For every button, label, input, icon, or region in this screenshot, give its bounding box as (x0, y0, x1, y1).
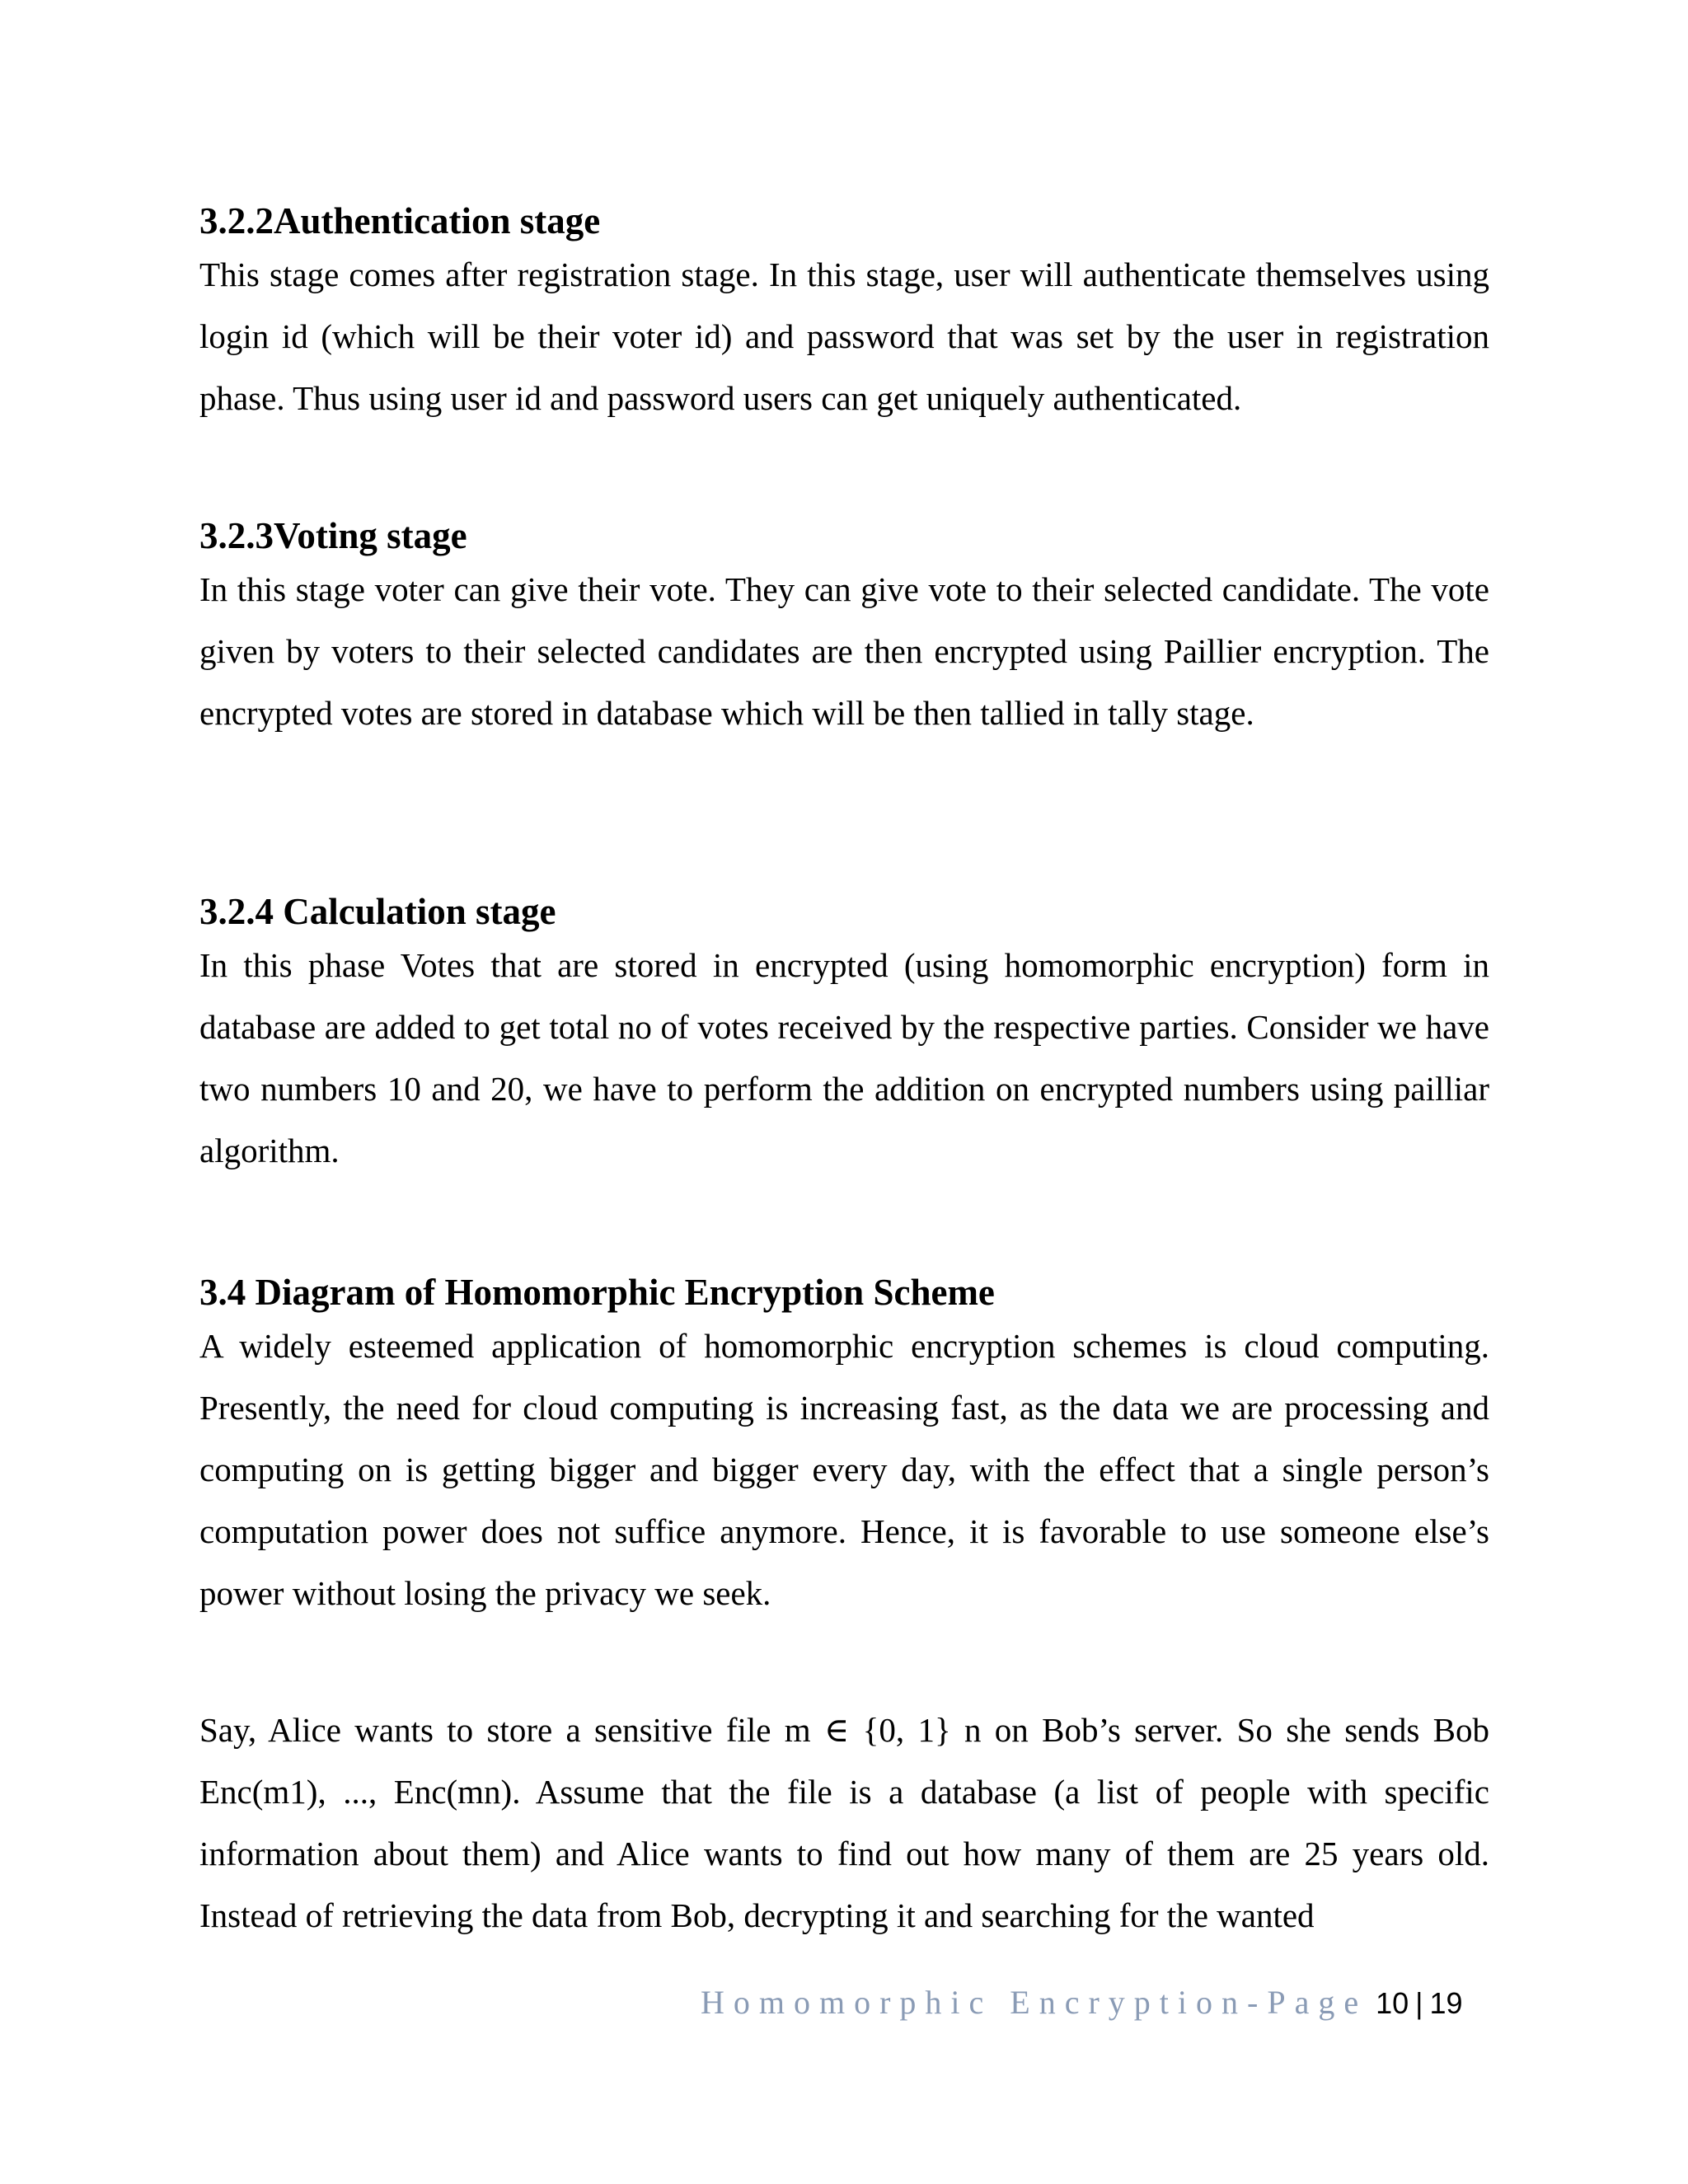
footer-page-number: 10 (1376, 1986, 1409, 2020)
section-calculation-stage (199, 888, 1489, 1182)
section-paragraph: A widely esteemed application of homomorphic encryption schemes is cloud computing. Presently, the need for cloud computing is increasing fast, as the data we are processing and computing on is getting bigger and bigger every day, with the effect that a single person’s computation power does not suffice anymore. Hence, it is favorable to use someone else’s power without losing the privacy we seek. (199, 1327, 1489, 1612)
section-paragraph: In this stage voter can give their vote. They can give vote to their selected candidate. The vote given by voters to their selected candidates are then encrypted using Paillier encryption. The encrypted votes are stored in database which will be then tallied in tally stage. (199, 570, 1489, 732)
footer-label: Homomorphic Encryption-Page (701, 1984, 1368, 2021)
section-authentication-stage (199, 198, 1489, 429)
section-paragraph: In this phase Votes that are stored in encrypted (using homomorphic encryption) form in database are added to get total no of votes received by the respective parties. Consider we have two numbers 10 and 20, we have to perform the addition on encrypted numbers using pailliar algorithm. (199, 946, 1489, 1169)
section-paragraph: This stage comes after registration stage. In this stage, user will authenticate themselves using login id (which will be their voter id) and password that was set by the user in registration phase. Thus using user id and password users can get uniquely authenticated. (199, 255, 1489, 417)
section-heading: 3.2.2Authentication stage (199, 200, 601, 241)
section-heading: 3.4 Diagram of Homomorphic Encryption Scheme (199, 1272, 995, 1313)
footer-total-pages: 19 (1429, 1986, 1463, 2020)
section-heading: 3.2.3Voting stage (199, 515, 467, 556)
section-heading: 3.2.4 Calculation stage (199, 891, 556, 932)
section-voting-stage (199, 513, 1489, 744)
footer-separator: | (1415, 1986, 1423, 2020)
section-diagram-homomorphic (199, 1269, 1489, 1624)
page-footer (701, 1981, 1492, 2025)
section-paragraph-alice-example: Say, Alice wants to store a sensitive file m ∈ {0, 1} n on Bob’s server. So she sends Bob Enc(m1), ..., Enc(mn). Assume that the file is a database (a list of people with specific information about them) and Alice wants to find out how many of them are 25 years old. Instead of retrieving the data from Bob, decrypting it and searching for the wanted (199, 1711, 1489, 1934)
